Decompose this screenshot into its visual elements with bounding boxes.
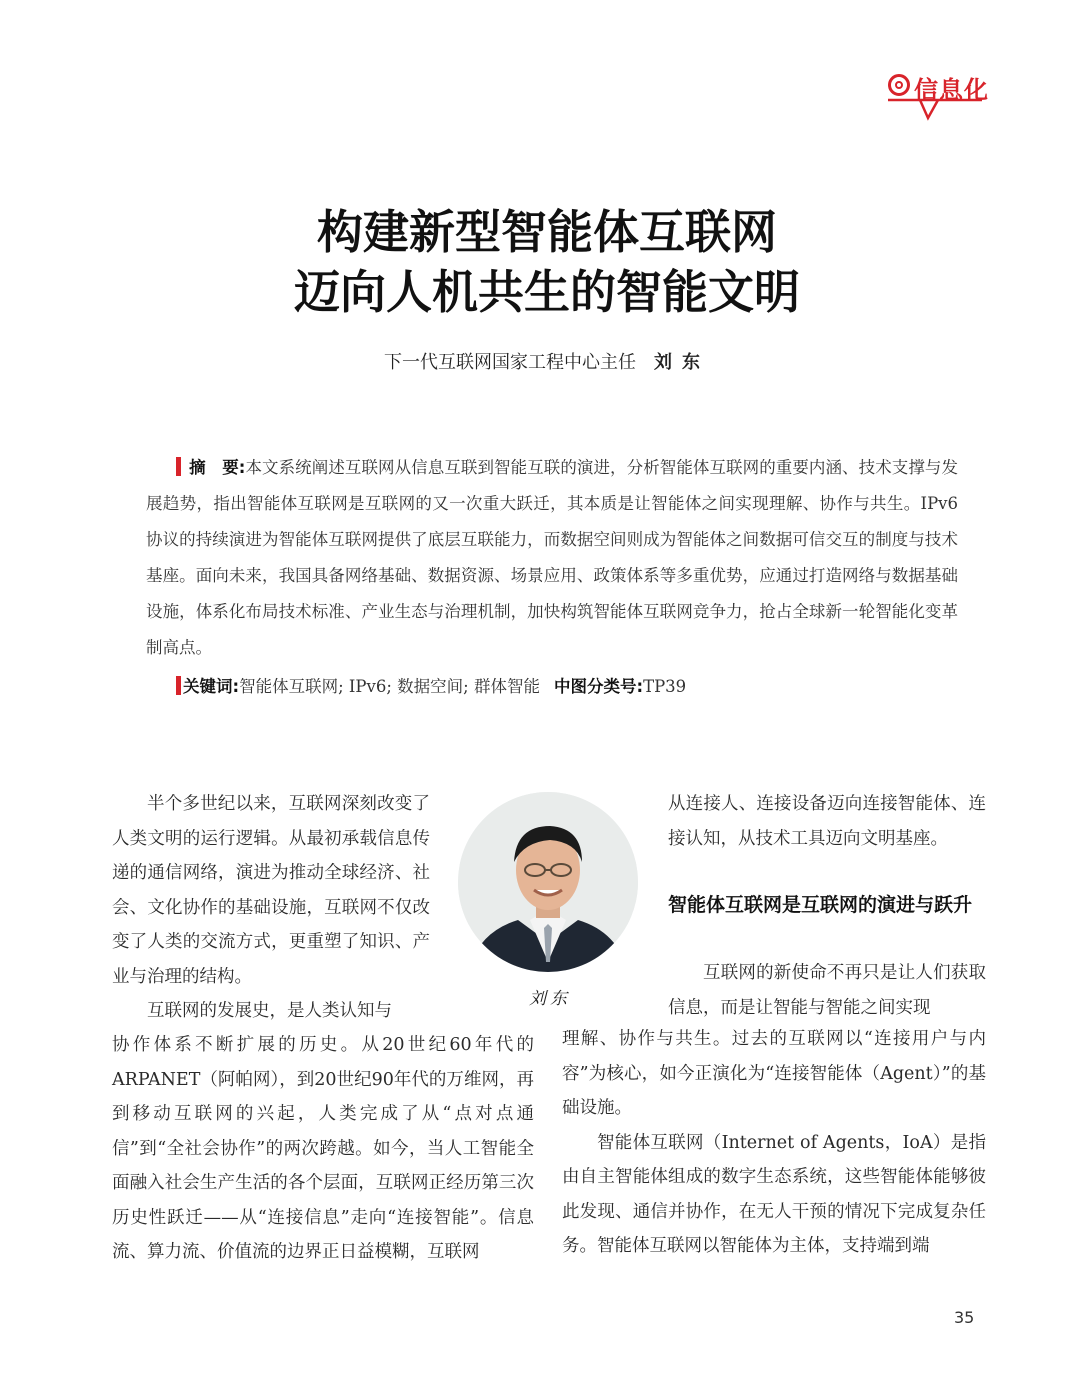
clc-value: TP39 [643, 677, 687, 696]
author-affiliation: 下一代互联网国家工程中心主任 [384, 352, 636, 373]
article-title [0, 202, 1080, 322]
keywords-line [176, 672, 686, 702]
section-tag [886, 68, 996, 124]
abstract-marker [176, 457, 181, 476]
right-paragraph-2: 智能体互联网（Internet of Agents，IoA）是指由自主智能体组成的数字生态系统，这些智能体能够彼此发现、通信并协作，在无人干预的情况下完成复杂任务。智能体互联网以智能体为主体，支持端到端 [562, 1132, 986, 1256]
right-column-top [668, 787, 986, 856]
section-heading: 智能体互联网是互联网的演进与跃升 [668, 894, 973, 916]
keywords-label: 关键词: [183, 677, 240, 696]
author-portrait-icon [458, 792, 638, 972]
abstract-label: 摘 要: [189, 458, 246, 477]
clc-label: 中图分类号: [553, 677, 644, 696]
byline [0, 348, 1080, 374]
abstract-paragraph [146, 450, 958, 666]
left-column-top [112, 787, 430, 1029]
right-column-bottom [562, 1022, 986, 1264]
right-paragraph-1-rest: 理解、协作与共生。过去的互联网以“连接用户与内容”为核心，如今正演化为“连接智能体（Agent）”的基础设施。 [562, 1029, 986, 1118]
right-column-mid [668, 956, 986, 1025]
left-paragraph-2-rest: 协作体系不断扩展的历史。从20世纪60年代的ARPANET（阿帕网），到20世纪90年代的万维网，再到移动互联网的兴起，人类完成了从“点对点通信”到“全社会协作”的两次跨越。如今，当人工智能全面融入社会生产生活的各个层面，互联网正经历第三次历史性跃迁——从“连接信息”走向“连接智能”。信息流、算力流、价值流的边界正日益模糊，互联网 [112, 1035, 534, 1262]
page-number: 35 [954, 1308, 975, 1327]
photo-caption: 刘东 [529, 989, 571, 1009]
abstract-text: 本文系统阐述互联网从信息互联到智能互联的演进，分析智能体互联网的重要内涵、技术支撑与发展趋势，指出智能体互联网是互联网的又一次重大跃迁，其本质是让智能体之间实现理解、协作与共生。IPv6协议的持续演进为智能体互联网提供了底层互联能力，而数据空间则成为智能体之间数据可信交互的制度与技术基座。面向未来，我国具备网络基础、数据资源、场景应用、政策体系等多重优势，应通过打造网络与数据基础设施，体系化布局技术标准、产业生态与治理机制，加快构筑智能体互联网竞争力，抢占全球新一轮智能化变革制高点。 [146, 458, 958, 657]
keywords-text: 智能体互联网; IPv6; 数据空间; 群体智能 [239, 677, 540, 696]
title-line-2: 迈向人机共生的智能文明 [294, 265, 800, 319]
speech-tail-icon [886, 96, 986, 122]
author-name: 刘东 [654, 352, 710, 373]
magazine-logo-icon [888, 74, 910, 96]
right-paragraph-0: 从连接人、连接设备迈向连接智能体、连接认知，从技术工具迈向文明基座。 [668, 794, 986, 849]
right-paragraph-1-start: 互联网的新使命不再只是让人们获取信息，而是让智能与智能之间实现 [668, 963, 986, 1018]
keywords-marker [176, 676, 181, 695]
abstract-block [146, 450, 958, 666]
author-portrait [458, 792, 638, 972]
left-paragraph-1: 半个多世纪以来，互联网深刻改变了人类文明的运行逻辑。从最初承载信息传递的通信网络，演进为推动全球经济、社会、文化协作的基础设施，互联网不仅改变了人类的交流方式，更重塑了知识、产业与治理的结构。 [112, 794, 430, 987]
left-paragraph-2-start: 互联网的发展史，是人类认知与 [147, 1001, 392, 1021]
left-column-bottom [112, 1028, 534, 1270]
section-tag-label: 信息化 [914, 76, 989, 104]
title-line-1: 构建新型智能体互联网 [317, 205, 777, 259]
